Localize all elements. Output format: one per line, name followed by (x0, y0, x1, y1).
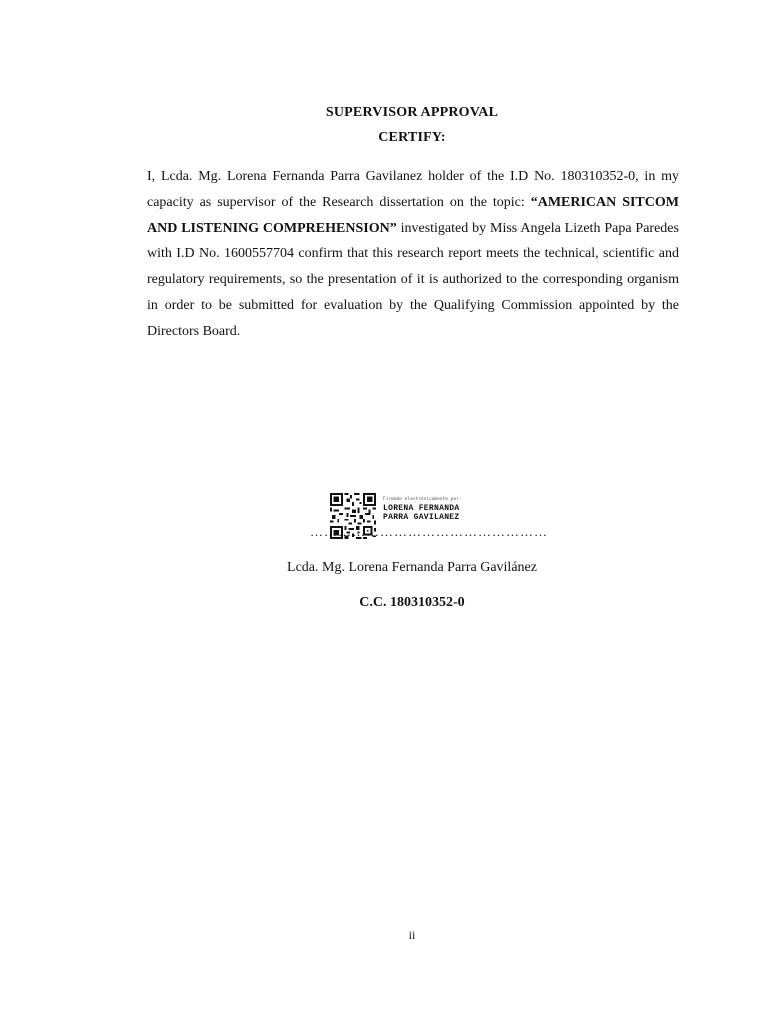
page-number: ii (408, 928, 416, 942)
signed-by-label: Firmado electrónicamente por: (383, 497, 462, 502)
document-subtitle: CERTIFY: (378, 130, 446, 145)
signer-id: C.C. 180310352-0 (359, 595, 465, 610)
signature-line: …………………………………………… (310, 524, 548, 539)
paragraph-text-part1: I, Lcda. Mg. Lorena Fernanda Parra Gavilanez holder of the I.D No. 180310352-0, in my capacity as supervisor of the Research dissertation on the topic: (147, 169, 679, 210)
dissertation-topic: “AMERICAN SITCOM AND LISTENING COMPREHENSION” (147, 194, 679, 236)
signer-name: Lcda. Mg. Lorena Fernanda Parra Gavilánez (287, 560, 537, 575)
certification-paragraph (147, 164, 679, 345)
signature-name-line2: PARRA GAVILANEZ (383, 513, 460, 522)
paragraph-text-part2: investigated by Miss Angela Lizeth Papa Paredes with I.D No. 1600557704 confirm that this research report meets the technical, scientific and regulatory requirements, so the presentation of it is authorized to the corresponding organism in order to be submitted for evaluation by the Qualifying Commission appointed by the Directors Board. (147, 220, 679, 339)
document-title: SUPERVISOR APPROVAL (325, 105, 499, 120)
signature-name-line1: LORENA FERNANDA (383, 504, 460, 513)
